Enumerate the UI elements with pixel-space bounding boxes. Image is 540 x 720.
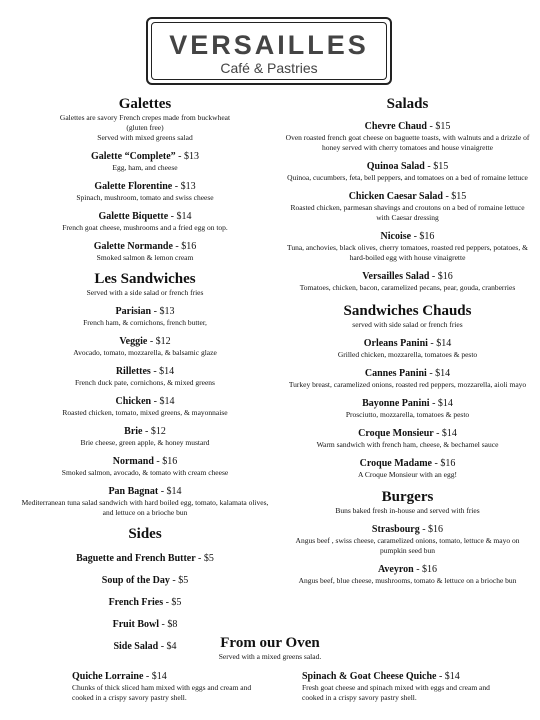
menu-item <box>285 563 530 586</box>
menu-item <box>72 670 272 703</box>
item-price: - $5 <box>198 553 214 564</box>
item-name: French Fries <box>108 597 164 608</box>
left-column <box>20 93 270 653</box>
item-name: Baguette and French Butter <box>76 553 196 564</box>
item-desc: Quinoa, cucumbers, feta, bell peppers, and tomatoes on a bed of romaine lettuce <box>287 173 528 182</box>
item-desc: Smoked salmon, avocado, & tomato with cream cheese <box>61 468 229 477</box>
item-name: Croque Monsieur <box>358 428 434 439</box>
burgers-section <box>285 488 530 586</box>
item-name: Parisian <box>115 306 152 317</box>
item-price: - $13 <box>178 151 200 162</box>
menu-item <box>20 305 270 328</box>
item-desc: Warm sandwich with french ham, cheese, & bechamel sauce <box>316 440 499 449</box>
item-name: Galette Biquette <box>98 211 169 222</box>
item-price: - $16 <box>434 458 456 469</box>
item-name: Orleans Panini <box>363 338 428 349</box>
menu-item <box>20 210 270 233</box>
item-name: Pan Bagnat <box>108 486 159 497</box>
menu-item <box>20 240 270 263</box>
menu-item <box>20 485 270 518</box>
item-price: - $14 <box>153 396 175 407</box>
item-desc: Brie cheese, green apple, & honey mustard <box>80 438 210 447</box>
item-price: - $16 <box>422 524 444 535</box>
item-price: - $12 <box>149 336 171 347</box>
item-desc: Turkey breast, caramelized onions, roasted red peppers, mozzarella, aioli mayo <box>288 380 527 389</box>
item-name: Chicken <box>115 396 152 407</box>
menu-item <box>20 365 270 388</box>
item-name: Aveyron <box>377 564 414 575</box>
sandwiches-title: Les Sandwiches <box>94 271 196 287</box>
item-desc: Prosciutto, mozzarella, tomatoes & pesto <box>345 410 470 419</box>
menu-item <box>285 120 530 153</box>
item-desc: Angus beef , swiss cheese, caramelized onions, tomato, lettuce & mayo on pumpkin seed bun <box>295 536 520 555</box>
menu-item <box>285 160 530 183</box>
menu-item <box>20 180 270 203</box>
item-price: - $16 <box>413 231 435 242</box>
oven-section <box>20 632 520 703</box>
item-price: - $14 <box>170 211 192 222</box>
item-name: Chevre Chaud <box>364 121 427 132</box>
item-name: Strasbourg <box>371 524 420 535</box>
sandwiches-section <box>20 270 270 518</box>
item-name: Rillettes <box>115 366 151 377</box>
salads-section <box>285 95 530 293</box>
item-price: - $16 <box>156 456 178 467</box>
menu-item <box>20 335 270 358</box>
burgers-note: Buns baked fresh in-house and served with fries <box>335 506 480 515</box>
item-name: Quinoa Salad <box>366 161 425 172</box>
item-price: - $15 <box>427 161 449 172</box>
item-name: Soup of the Day <box>101 575 170 586</box>
item-name: Normand <box>112 456 154 467</box>
menu-item <box>20 596 270 609</box>
item-desc: Roasted chicken, tomato, mixed greens, & mayonnaise <box>62 408 228 417</box>
item-name: Brie <box>124 426 143 437</box>
logo-name: VERSAILLES <box>169 30 369 60</box>
item-price: - $13 <box>153 306 175 317</box>
item-desc: Grilled chicken, mozzarella, tomatoes & pesto <box>337 350 478 359</box>
item-desc: French goat cheese, mushrooms and a fried egg on top. <box>62 223 228 232</box>
item-desc: Roasted chicken, parmesan shavings and croutons on a bed of romaine lettuce with Caesar dressing <box>290 203 525 222</box>
item-name: Galette “Complete” <box>90 151 176 162</box>
item-price: - $15 <box>445 191 467 202</box>
item-name: Bayonne Panini <box>362 398 430 409</box>
item-name: Versailles Salad <box>362 271 430 282</box>
galettes-section <box>20 95 270 263</box>
menu-item <box>285 367 530 390</box>
galettes-note-1: Galettes are savory French crepes made from buckwheat <box>59 113 231 122</box>
item-price: - $5 <box>172 575 189 586</box>
item-price: - $4 <box>160 641 177 652</box>
menu-item <box>20 574 270 587</box>
item-desc: Tuna, anchovies, black olives, cherry tomatoes, roasted red peppers, potatoes, & hard-boiled egg with house vinaigrette <box>287 243 528 262</box>
menu-item <box>20 552 270 565</box>
menu-item <box>285 523 530 556</box>
right-column <box>285 93 530 586</box>
item-price: - $12 <box>144 426 166 437</box>
item-price: - $8 <box>161 619 178 630</box>
item-name: Chicken Caesar Salad <box>348 191 443 202</box>
menu-item <box>20 618 270 631</box>
salads-title: Salads <box>386 96 429 112</box>
menu-item <box>20 455 270 478</box>
item-name: Side Salad <box>113 641 159 652</box>
item-price: - $16 <box>175 241 197 252</box>
logo <box>146 17 392 85</box>
item-name: Cannes Panini <box>364 368 427 379</box>
chauds-note: served with side salad or french fries <box>352 320 463 329</box>
burgers-title: Burgers <box>381 489 434 505</box>
item-price: - $14 <box>145 671 167 682</box>
item-desc: Fresh goat cheese and spinach mixed with eggs and cream and cooked in a crispy savory pastry shell. <box>302 683 490 702</box>
menu-item <box>285 397 530 420</box>
item-desc: Spinach, mushroom, tomato and swiss cheese <box>76 193 214 202</box>
oven-note: Served with a mixed greens salad. <box>218 652 322 661</box>
item-price: - $16 <box>431 271 453 282</box>
item-name: Quiche Lorraine <box>72 671 144 682</box>
item-name: Spinach & Goat Cheese Quiche <box>302 671 437 682</box>
menu-item <box>285 337 530 360</box>
chauds-title: Sandwiches Chauds <box>343 303 472 319</box>
item-desc: Tomatoes, chicken, bacon, caramelized pecans, pear, gouda, cranberries <box>299 283 516 292</box>
item-desc: Angus beef, blue cheese, mushrooms, tomato & lettuce on a brioche bun <box>298 576 517 585</box>
item-desc: Mediterranean tuna salad sandwich with hard boiled egg, tomato, kalamata olives, and lettuce on a brioche bun <box>21 498 269 517</box>
menu-item <box>285 230 530 263</box>
item-desc: Smoked salmon & lemon cream <box>96 253 194 262</box>
item-name: Croque Madame <box>359 458 432 469</box>
menu-item <box>302 670 502 703</box>
item-price: - $14 <box>429 368 451 379</box>
item-price: - $15 <box>429 121 451 132</box>
item-name: Nicoise <box>380 231 412 242</box>
item-desc: French duck pate, cornichons, & mixed greens <box>75 378 215 387</box>
item-price: - $14 <box>430 338 452 349</box>
menu-item <box>20 150 270 173</box>
item-desc: Oven roasted french goat cheese on baguette toasts, with walnuts and a drizzle of honey served with cherry tomatoes and house vinaigrette <box>285 133 530 152</box>
menu-item <box>285 457 530 480</box>
item-price: - $14 <box>160 486 182 497</box>
chauds-section <box>285 302 530 480</box>
item-price: - $13 <box>174 181 196 192</box>
sandwiches-note: Served with a side salad or french fries <box>86 288 204 297</box>
item-desc: A Croque Monsieur with an egg! <box>358 470 457 479</box>
item-price: - $5 <box>165 597 182 608</box>
logo-tagline: Café & Pastries <box>220 60 318 76</box>
galettes-title: Galettes <box>118 96 172 112</box>
item-name: Galette Normande <box>93 241 173 252</box>
item-name: Veggie <box>119 336 148 347</box>
item-desc: Chunks of thick sliced ham mixed with eggs and cream and cooked in a crispy savory pastry shell. <box>72 683 252 702</box>
item-price: - $14 <box>438 671 460 682</box>
galettes-note-3: Served with mixed greens salad <box>97 133 193 142</box>
menu-item <box>20 395 270 418</box>
item-name: Fruit Bowl <box>112 619 160 630</box>
item-desc: French ham, & cornichons, french butter, <box>83 318 207 327</box>
menu-item <box>285 190 530 223</box>
menu-item <box>20 425 270 448</box>
item-price: - $16 <box>416 564 438 575</box>
item-desc: Avocado, tomato, mozzarella, & balsamic glaze <box>73 348 217 357</box>
item-desc: Egg, ham, and cheese <box>112 163 178 172</box>
galettes-note-2: (gluten free) <box>126 123 164 132</box>
item-price: - $14 <box>153 366 175 377</box>
item-price: - $14 <box>432 398 453 409</box>
menu-item <box>285 427 530 450</box>
sides-title: Sides <box>128 526 162 542</box>
menu-item <box>285 270 530 293</box>
item-price: - $14 <box>436 428 457 439</box>
item-name: Galette Florentine <box>94 181 173 192</box>
oven-title: From our Oven <box>220 635 320 651</box>
